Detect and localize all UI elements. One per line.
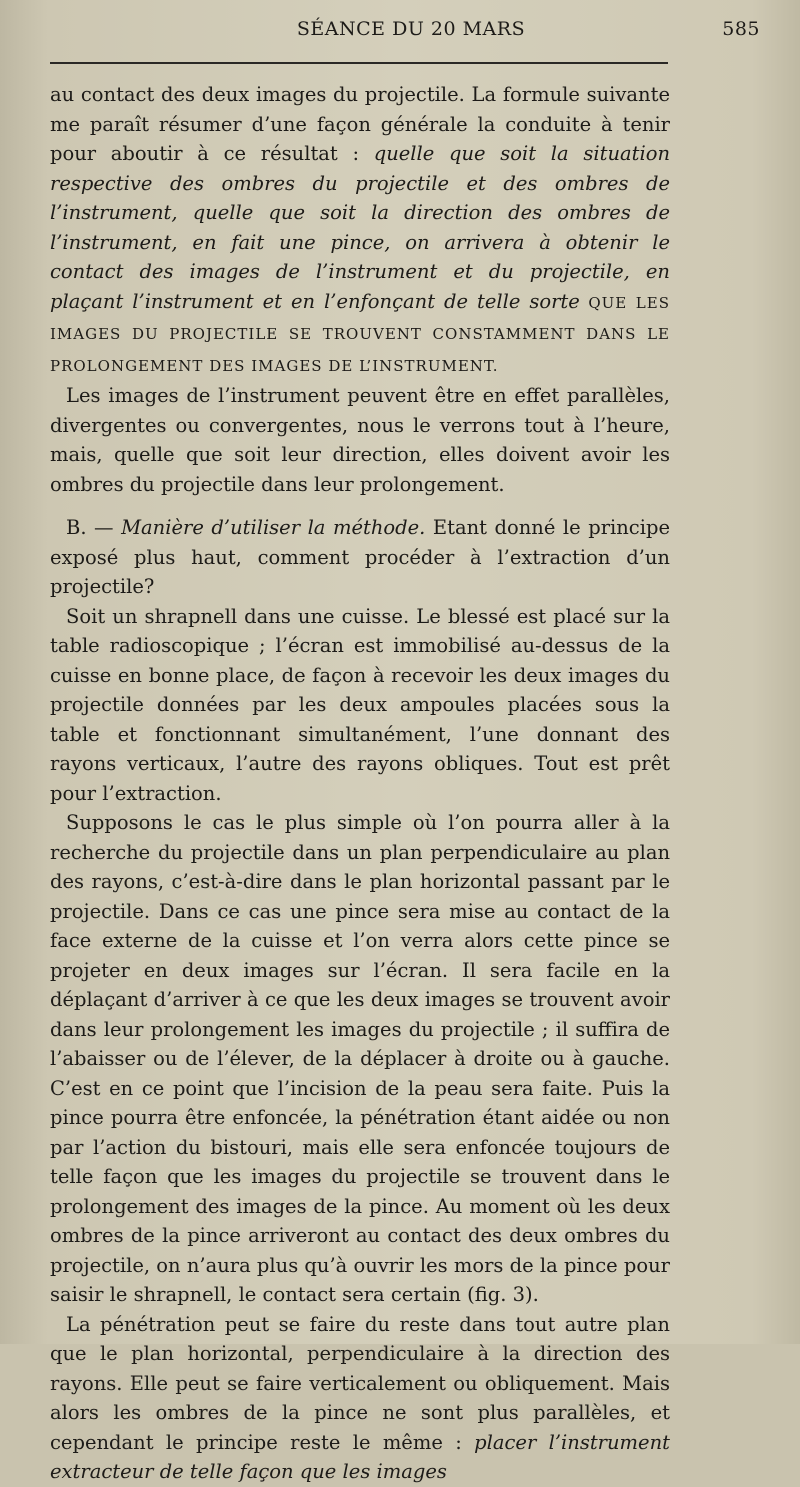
paragraph-3 bbox=[50, 513, 670, 602]
body-text bbox=[50, 80, 670, 1487]
paragraph-5: Supposons le cas le plus simple où l’on pourra aller à la recherche du projectile dans un plan perpendiculaire au plan des rayons, c’est-à-dire dans le plan horizontal passant par le projectile. Dans ce cas une pince sera mise au contact de la face externe de la cuisse et l’on verra alors cette pince se projeter en deux images sur l’écran. Il sera facile en la déplaçant d’arriver à ce que les deux images se trouvent avoir dans leur prolongement les images du projectile ; il suffira de l’abaisser ou de l’élever, de la déplacer à droite ou à gauche. C’est en ce point que l’incision de la peau sera faite. Puis la pince pourra être enfoncée, la pénétration étant aidée ou non par l’action du bistouri, mais elle sera enfoncée toujours de telle façon que les images du projectile se trouvent dans le prolongement des images de la pince. Au moment où les deux ombres de la pince arriveront au contact des deux ombres du projectile, on n’aura plus qu’à ouvrir les mors de la pince pour saisir le shrapnell, le contact sera certain (fig. 3). bbox=[50, 811, 670, 1306]
section-heading: Manière d’utiliser la méthode. bbox=[121, 516, 426, 539]
running-header bbox=[50, 18, 772, 44]
paragraph-6 bbox=[50, 1310, 670, 1487]
section-label: B. — bbox=[66, 516, 122, 539]
header-rule bbox=[50, 62, 668, 64]
paragraph-6-text: La pénétration peut se faire du reste dans tout autre plan que le plan horizontal, perpendiculaire à la direction des rayons. Elle peut se faire verticalement ou obliquement. Mais alors les ombres de la pince ne sont plus parallèles, et cependant le principe reste le même : bbox=[50, 1312, 670, 1454]
section-gap bbox=[50, 499, 670, 513]
paragraph-1-text: au contact des deux images du projectile. La formule suivante me paraît résumer d’une façon générale la conduite à tenir pour aboutir à ce résultat : bbox=[50, 83, 670, 165]
header-title: SÉANCE DU 20 MARS bbox=[296, 18, 526, 40]
paragraph-1-small-caps: QUE LES IMAGES DU PROJECTILE SE TROUVENT CONSTAMMENT DANS LE PROLONGEMENT DES IMAGES DE L’INSTRUMENT. bbox=[50, 293, 670, 375]
paragraph-3-text: Etant donné le principe exposé plus haut, comment procéder à l’extraction d’un projectile? bbox=[50, 516, 670, 598]
paragraph-1 bbox=[50, 80, 670, 381]
paragraph-4: Soit un shrapnell dans une cuisse. Le blessé est placé sur la table radioscopique ; l’écran est immobilisé au-dessus de la cuisse en bonne place, de façon à recevoir les deux images du projectile données par les deux ampoules placées sous la table et fonctionnant simultanément, l’une donnant des rayons verticaux, l’autre des rayons obliques. Tout est prêt pour l’extraction. bbox=[50, 604, 670, 805]
paragraph-1-italic: quelle que soit la situation respective des ombres du projectile et des ombres de l’instrument, quelle que soit la direction des ombres de l’instrument, en fait une pince, on arrivera à obtenir le contact des images de l’instrument et du projectile, en plaçant l’instrument et en l’enfonçant de telle sorte bbox=[50, 142, 671, 313]
paragraph-2: Les images de l’instrument peuvent être en effet parallèles, divergentes ou convergentes, nous le verrons tout à l’heure, mais, quelle que soit leur direction, elles doivent avoir les ombres du projectile dans leur prolongement. bbox=[50, 384, 670, 496]
paragraph-6-italic: placer l’instrument extracteur de telle façon que les images bbox=[50, 1430, 670, 1483]
page-number: 585 bbox=[722, 18, 760, 40]
